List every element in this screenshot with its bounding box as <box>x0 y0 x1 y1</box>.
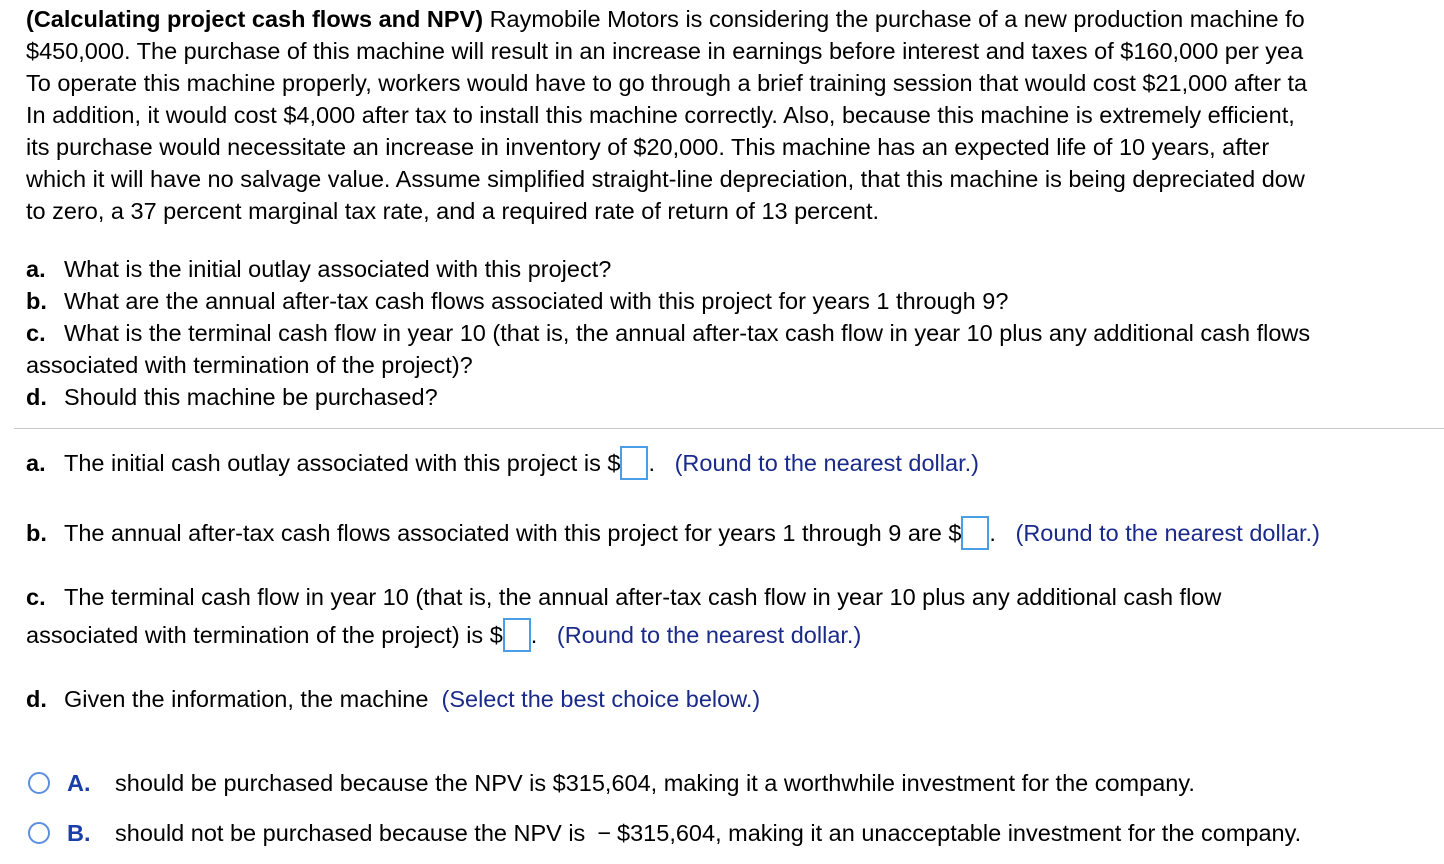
answer-period: . <box>648 450 655 476</box>
problem-statement <box>26 3 1444 227</box>
problem-text: Raymobile Motors is considering the purchase of a new production machine fo <box>489 6 1305 32</box>
terminal-cash-flow-input[interactable] <box>503 618 531 652</box>
problem-line-2: $450,000. The purchase of this machine will result in an increase in earnings before interest and taxes of $160,000 per yea <box>26 38 1304 64</box>
choice-b[interactable] <box>28 817 1301 849</box>
choice-letter: A. <box>67 770 91 796</box>
question-label: b. <box>26 288 47 314</box>
problem-line-4: In addition, it would cost $4,000 after tax to install this machine correctly. Also, because this machine is extremely efficient, <box>26 102 1295 128</box>
answer-label: c. <box>26 584 46 610</box>
question-a <box>26 253 1444 285</box>
problem-line-3: To operate this machine properly, workers would have to go through a brief training session that would cost $21,000 after ta <box>26 70 1308 96</box>
choice-text: $315,604, making it an unacceptable investment for the company. <box>617 820 1302 846</box>
answer-period: . <box>989 520 996 546</box>
question-c <box>26 317 1444 349</box>
choice-letter: B. <box>67 820 91 846</box>
question-d <box>26 381 1444 413</box>
question-c-continued: associated with termination of the project)? <box>26 352 473 378</box>
section-divider <box>14 428 1444 429</box>
answer-text: The annual after-tax cash flows associated with this project for years 1 through 9 are $ <box>64 520 962 546</box>
choice-b-radio[interactable] <box>28 822 50 844</box>
question-b <box>26 285 1444 317</box>
rounding-hint: (Round to the nearest dollar.) <box>674 450 979 476</box>
answer-label: a. <box>26 450 46 476</box>
problem-title: (Calculating project cash flows and NPV) <box>26 6 484 32</box>
problem-line-1 <box>26 3 1444 35</box>
answer-label: b. <box>26 520 47 546</box>
question-text: Should this machine be purchased? <box>64 384 438 410</box>
answer-period: . <box>530 622 538 648</box>
minus-sign: − <box>597 820 612 846</box>
initial-outlay-input[interactable] <box>620 446 648 480</box>
rounding-hint: (Round to the nearest dollar.) <box>556 622 862 648</box>
problem-line-7: to zero, a 37 percent marginal tax rate, and a required rate of return of 13 percent. <box>26 198 880 224</box>
question-label: d. <box>26 384 47 410</box>
answer-d <box>26 683 760 715</box>
question-label: c. <box>26 320 46 346</box>
question-text: What is the initial outlay associated with this project? <box>64 256 612 282</box>
answer-text: The terminal cash flow in year 10 (that is, the annual after-tax cash flow in year 10 plus any additional cash flow <box>64 584 1222 610</box>
annual-cash-flow-input[interactable] <box>961 516 989 550</box>
choice-a-radio[interactable] <box>28 772 50 794</box>
answer-text: Given the information, the machine <box>64 686 429 712</box>
choice-text: should be purchased because the NPV is $315,604, making it a worthwhile investment for the company. <box>115 770 1195 796</box>
question-label: a. <box>26 256 46 282</box>
rounding-hint: (Round to the nearest dollar.) <box>1015 520 1320 546</box>
answer-c-continued <box>26 619 861 652</box>
question-list <box>26 253 1444 413</box>
problem-line-6: which it will have no salvage value. Assume simplified straight-line depreciation, that this machine is being depreciated dow <box>26 166 1305 192</box>
choice-a[interactable] <box>28 767 1195 799</box>
choice-text: should not be purchased because the NPV is <box>115 820 586 846</box>
answer-label: d. <box>26 686 47 712</box>
answer-b <box>26 517 1320 550</box>
answer-a <box>26 447 979 480</box>
answer-text: associated with termination of the project) is $ <box>26 622 503 648</box>
question-text: What is the terminal cash flow in year 10 (that is, the annual after-tax cash flow in year 10 plus any additional cash flows <box>64 320 1311 346</box>
problem-line-5: its purchase would necessitate an increase in inventory of $20,000. This machine has an expected life of 10 years, after <box>26 134 1270 160</box>
answer-c <box>26 581 1221 613</box>
select-hint: (Select the best choice below.) <box>441 686 761 712</box>
answer-text: The initial cash outlay associated with this project is $ <box>64 450 621 476</box>
question-text: What are the annual after-tax cash flows associated with this project for years 1 through 9? <box>64 288 1009 314</box>
